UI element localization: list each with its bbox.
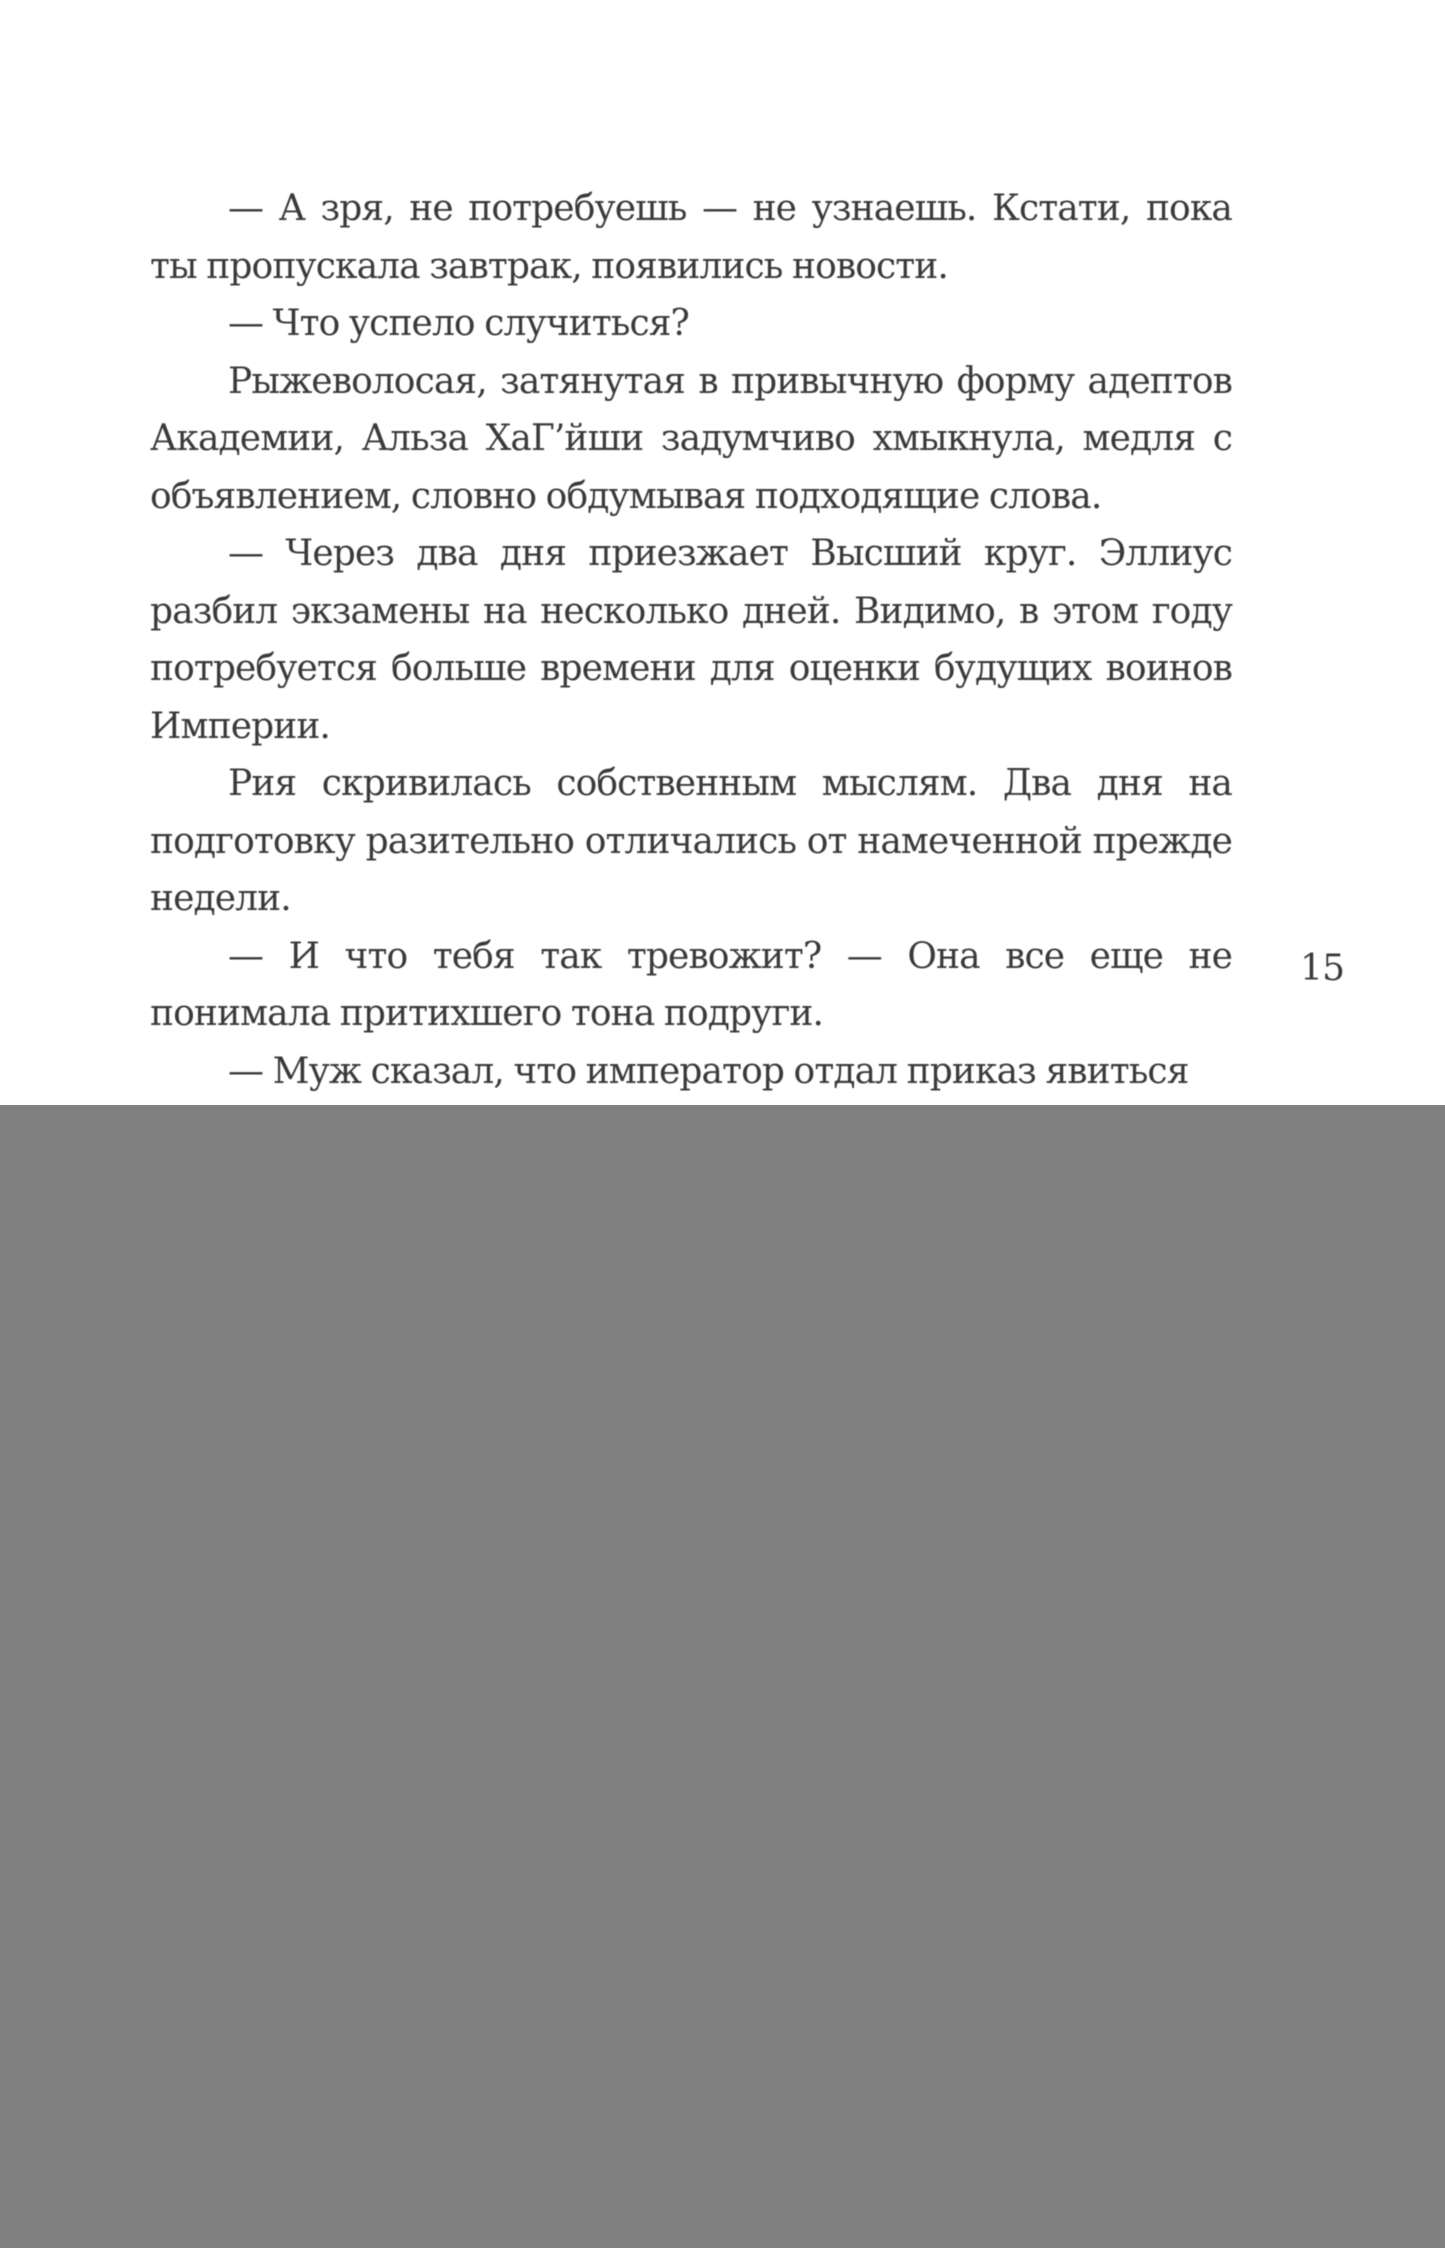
paragraph-5: Рия скривилась собственным мыслям. Два дня на подготовку разительно отличались от намеченной прежде недели.	[150, 763, 1232, 919]
paragraph-2: — Что успело случиться?	[228, 303, 689, 344]
page-number: 15	[1300, 948, 1345, 989]
paragraph-4: — Через два дня приезжает Высший круг. Эллиус разбил экзамены на несколько дней. Видимо, в этом году потребуется больше времени для оценки будущих воинов Империи.	[150, 533, 1232, 747]
page-text	[150, 180, 1232, 1100]
paragraph-1: — А зря, не потребуешь — не узнаешь. Кстати, пока ты пропускала завтрак, появились новости.	[150, 188, 1232, 287]
paragraph-7: — Муж сказал, что император отдал приказ явиться	[228, 1050, 1189, 1092]
paragraph-3: Рыжеволосая, затянутая в привычную форму адептов Академии, Альза ХаГ’йши задумчиво хмыкнула, медля с объявлением, словно обдумывая подходящие слова.	[150, 360, 1232, 517]
gray-overlay	[0, 1105, 1445, 2248]
paragraph-6: — И что тебя так тревожит? — Она все еще не понимала притихшего тона подруги.	[150, 935, 1232, 1034]
